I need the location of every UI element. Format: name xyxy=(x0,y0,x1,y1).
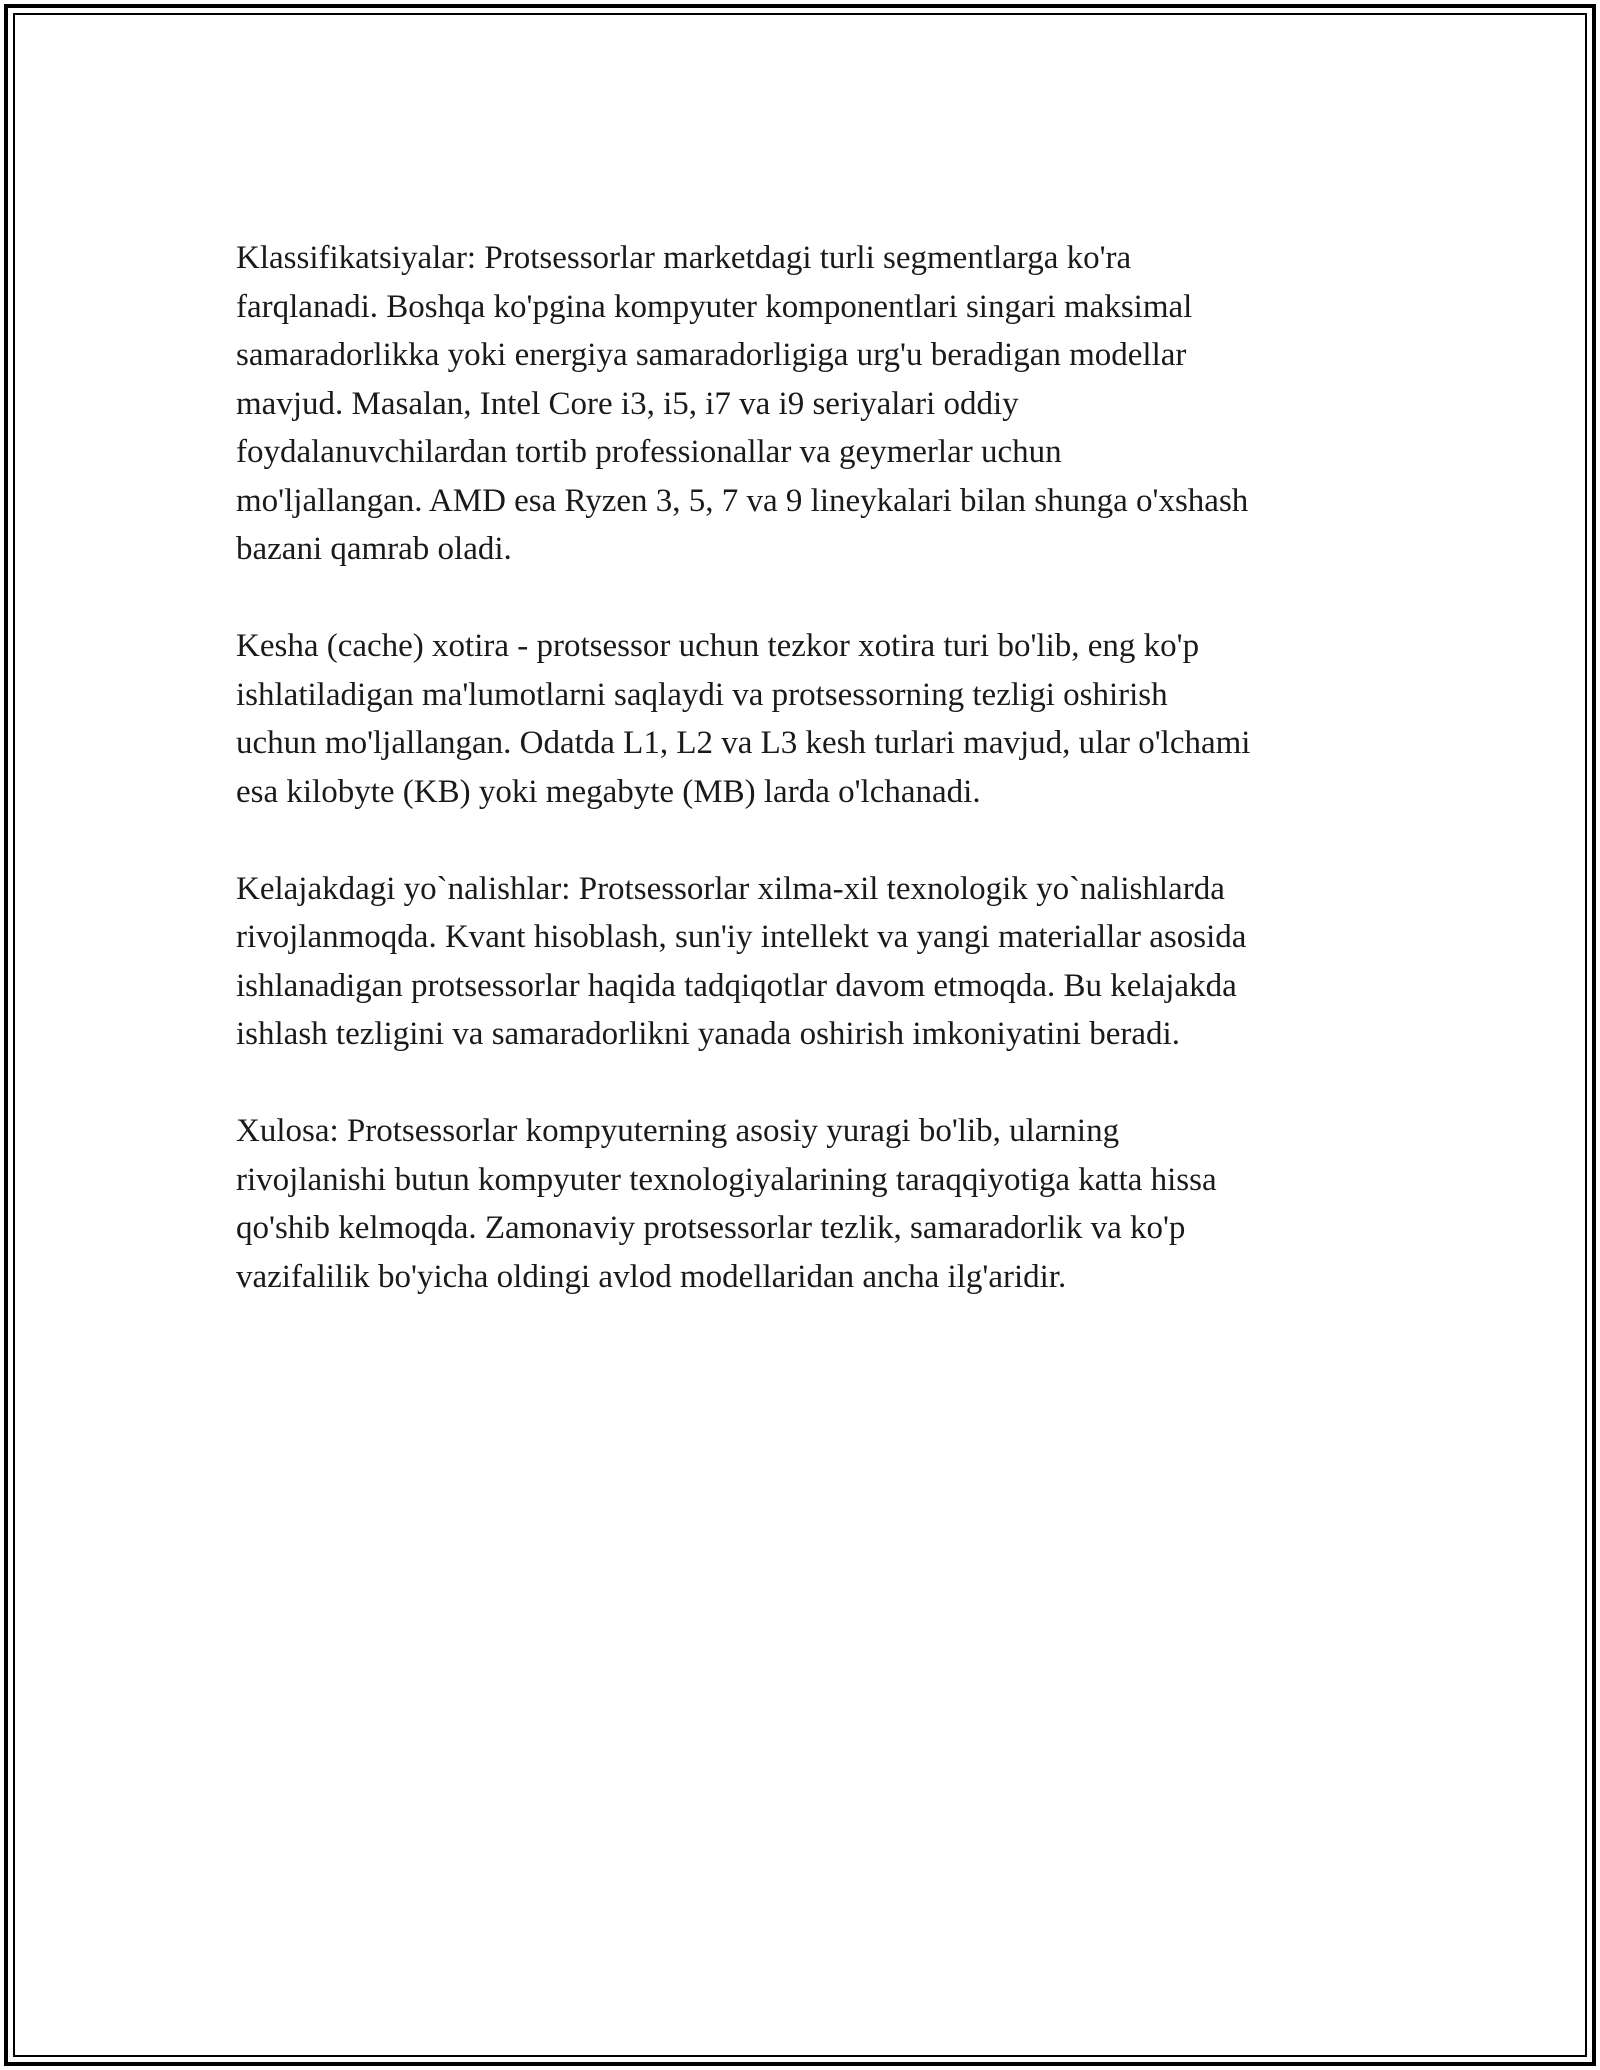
text-line: foydalanuvchilardan tortib professionallar va geymerlar uchun xyxy=(236,434,1062,470)
text-line: ishlanadigan protsessorlar haqida tadqiqotlar davom etmoqda. Bu kelajakda xyxy=(236,967,1237,1004)
text-line: rivojlanishi butun kompyuter texnologiyalarining taraqqiyotiga katta hissa xyxy=(236,1161,1217,1198)
text-line: farqlanadi. Boshqa ko'pgina kompyuter komponentlari singari maksimal xyxy=(236,288,1193,325)
text-line: Kelajakdagi yo`nalishlar: Protsessorlar xilma-xil texnologik yo`nalishlarda xyxy=(236,870,1225,907)
text-line: mo'ljallangan. AMD esa Ryzen 3, 5, 7 va 9 lineykalari bilan shunga o'xshash xyxy=(236,482,1249,519)
paragraph-future-directions xyxy=(236,865,1376,1059)
text-line: ishlash tezligini va samaradorlikni yanada oshirish imkoniyatini beradi. xyxy=(236,1016,1180,1052)
paragraph-conclusion xyxy=(236,1107,1376,1301)
text-line: bazani qamrab oladi. xyxy=(236,531,512,567)
text-line: samaradorlikka yoki energiya samaradorligiga urg'u beradigan modellar xyxy=(236,337,1187,373)
text-line: rivojlanmoqda. Kvant hisoblash, sun'iy intellekt va yangi materiallar asosida xyxy=(236,919,1247,955)
text-line: Klassifikatsiyalar: Protsessorlar marketdagi turli segmentlarga ko'ra xyxy=(236,240,1132,276)
text-line: vazifalilik bo'yicha oldingi avlod modellaridan ancha ilg'aridir. xyxy=(236,1258,1067,1295)
text-line: Kesha (cache) xotira - protsessor uchun tezkor xotira turi bo'lib, eng ko'p xyxy=(236,628,1200,664)
text-line: ishlatiladigan ma'lumotlarni saqlaydi va protsessorning tezligi oshirish xyxy=(236,676,1168,713)
text-line: esa kilobyte (KB) yoki megabyte (MB) larda o'lchanadi. xyxy=(236,773,981,810)
text-line: qo'shib kelmoqda. Zamonaviy protsessorlar tezlik, samaradorlik va ko'p xyxy=(236,1210,1186,1246)
text-line: uchun mo'ljallangan. Odatda L1, L2 va L3 kesh turlari mavjud, ular o'lchami xyxy=(236,725,1251,761)
paragraph-cache-memory xyxy=(236,622,1376,816)
paragraph-classifications xyxy=(236,234,1376,574)
text-line: Xulosa: Protsessorlar kompyuterning asosiy yuragi bo'lib, ularning xyxy=(236,1113,1120,1149)
document-body xyxy=(236,234,1376,1350)
text-line: mavjud. Masalan, Intel Core i3, i5, i7 va i9 seriyalari oddiy xyxy=(236,385,1019,422)
